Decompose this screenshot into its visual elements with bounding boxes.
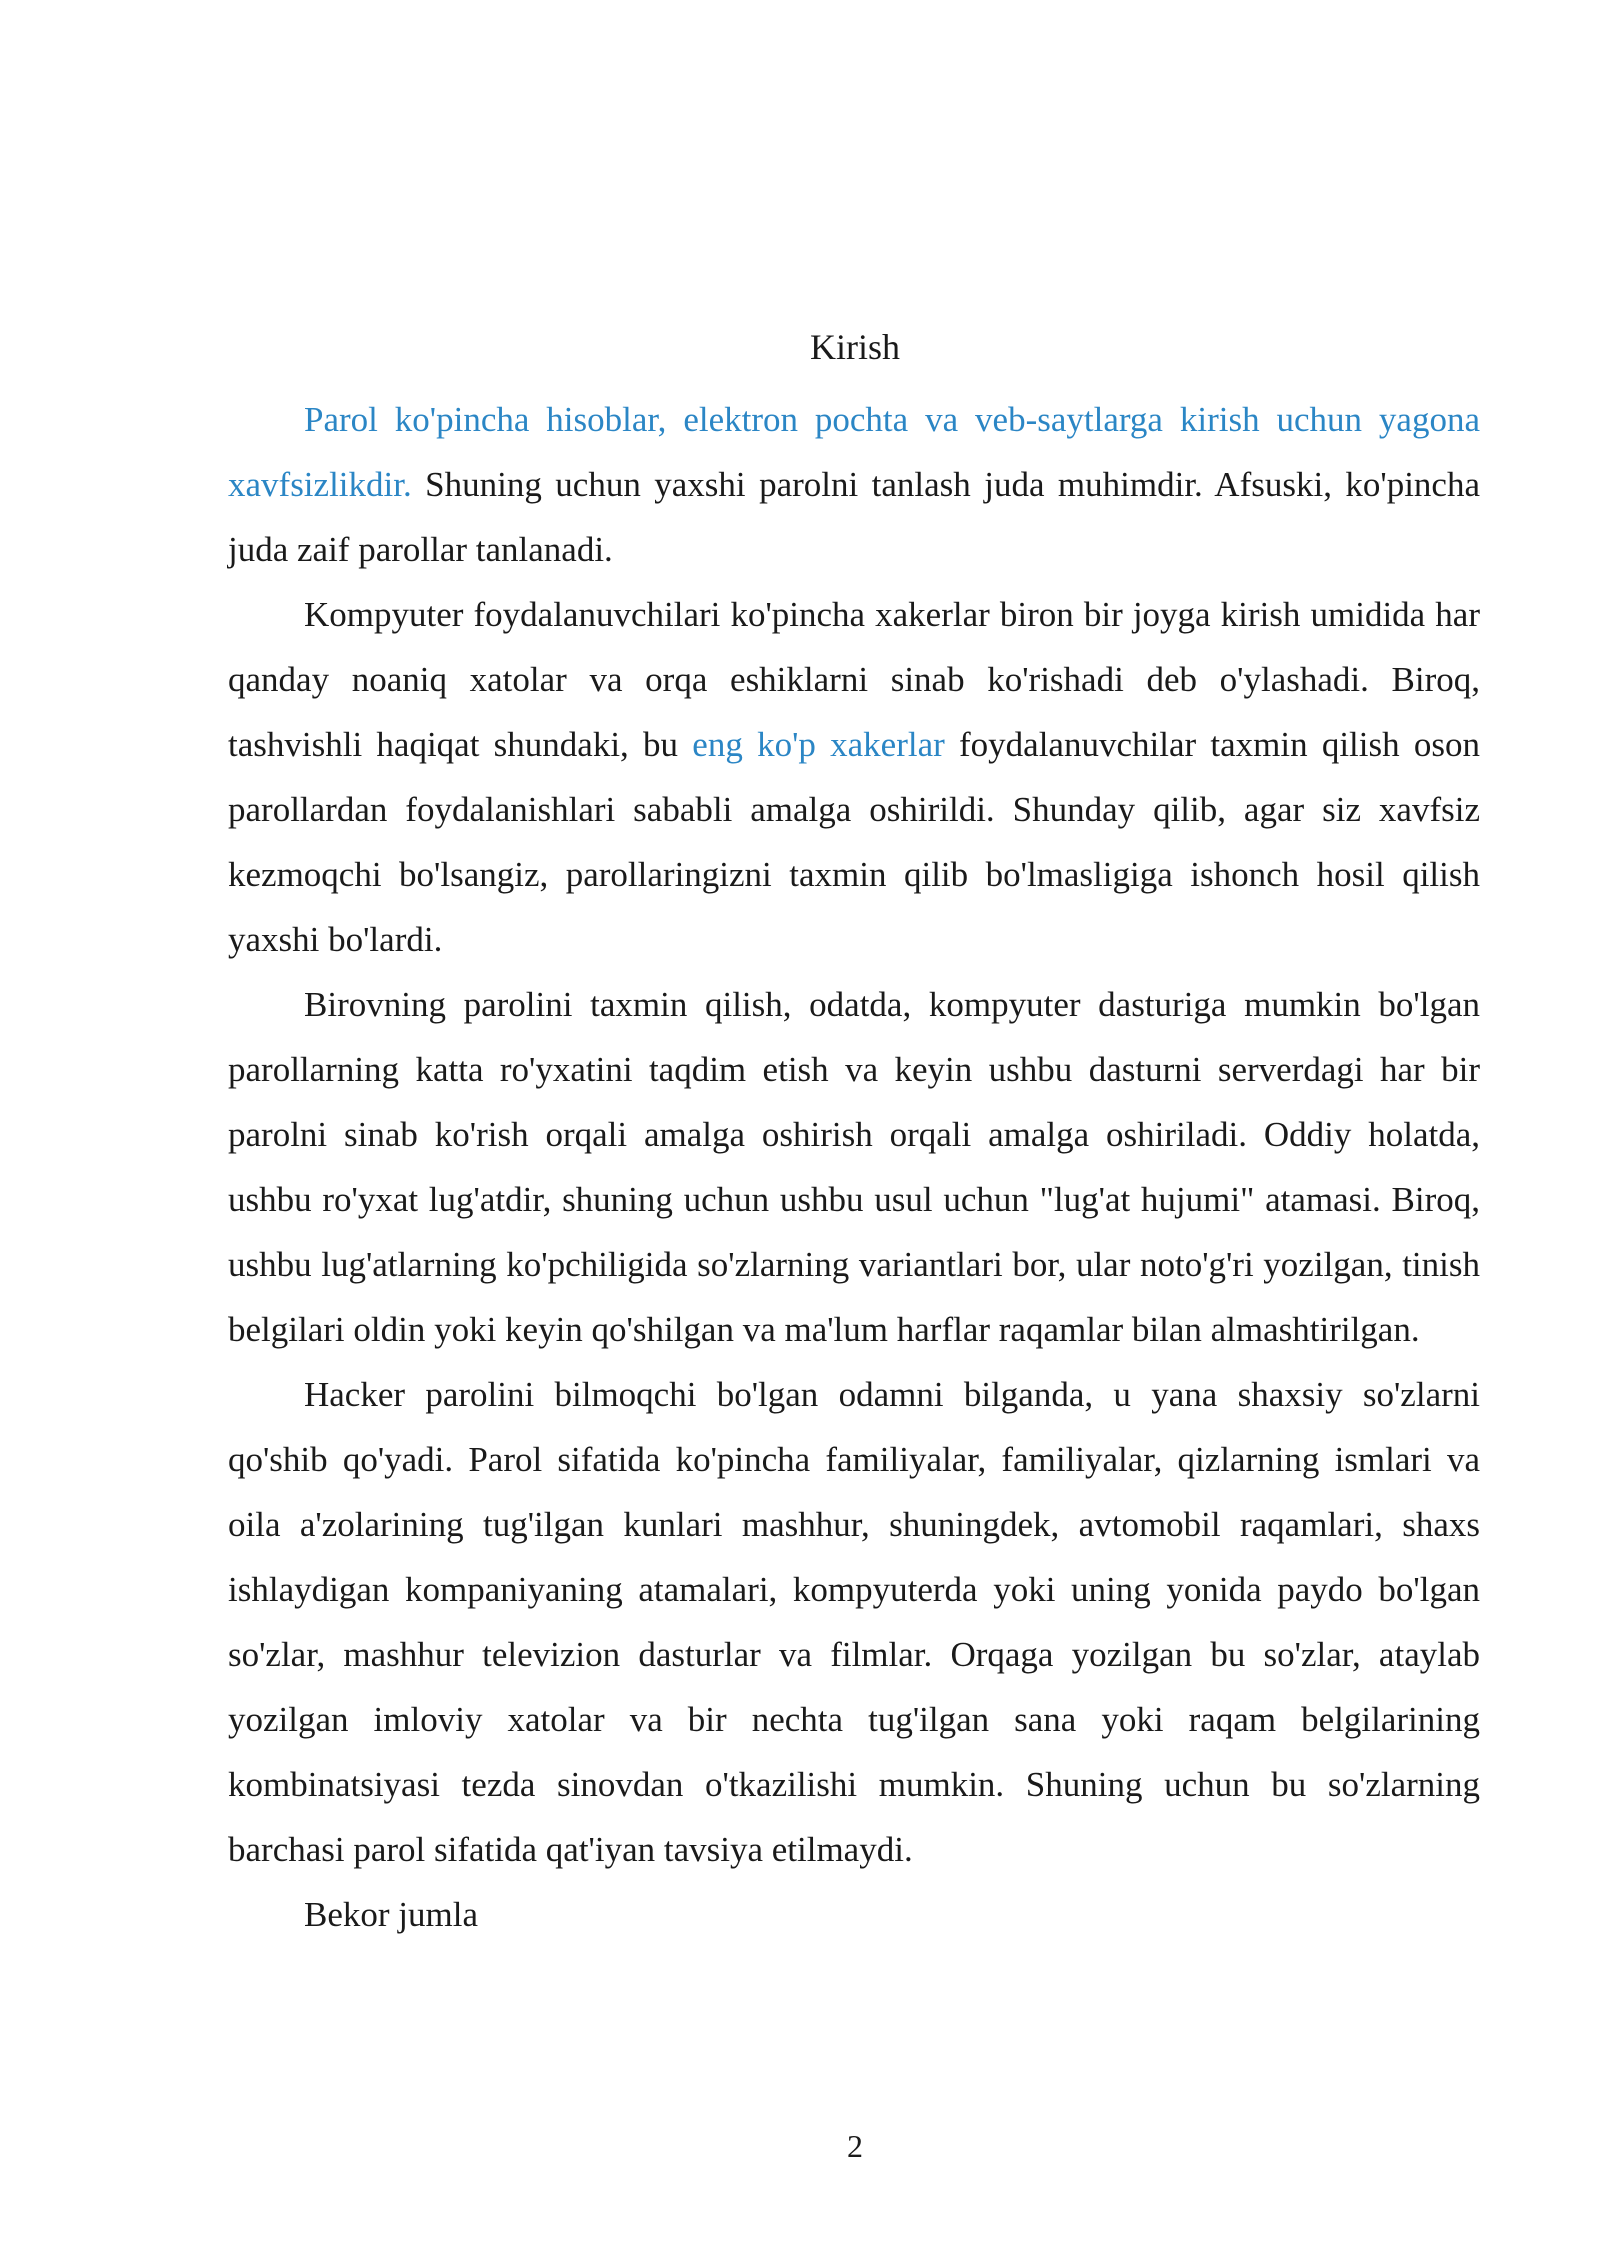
- hyperlink-text[interactable]: Parol ko'pincha hisoblar, elektron pochta va veb-saytlarga kirish uchun yagona xavfsizlikdir.: [228, 400, 1480, 504]
- paragraph: [228, 387, 1480, 582]
- hyperlink-text[interactable]: eng ko'p xakerlar: [692, 725, 945, 764]
- paragraph: [228, 1362, 1480, 1882]
- paragraph-text: Kompyuter foydalanuvchilari ko'pincha xakerlar biron bir joyga kirish umidida har qanday noaniq xatolar va orqa eshiklarni sinab ko'rishadi deb o'ylashadi. Biroq, tashvishli haqiqat shundaki, bu: [228, 595, 1480, 764]
- paragraph-text: foydalanuvchilar taxmin qilish oson parollardan foydalanishlari sababli amalga oshirildi. Shunday qilib, agar siz xavfsiz kezmoqchi bo'lsangiz, parollaringizni taxmin qilib bo'lmasligiga ishonch hosil qilish yaxshi bo'lardi.: [228, 725, 1480, 959]
- paragraph-text: Hacker parolini bilmoqchi bo'lgan odamni bilganda, u yana shaxsiy so'zlarni qo'shib qo'yadi. Parol sifatida ko'pincha familiyalar, familiyalar, qizlarning ismlari va oila a'zolarining tug'ilgan kunlari mashhur, shuningdek, avtomobil raqamlari, shaxs ishlaydigan kompaniyaning atamalari, kompyuterda yoki uning yonida paydo bo'lgan so'zlar, mashhur televizion dasturlar va filmlar. Orqaga yozilgan bu so'zlar, ataylab yozilgan imloviy xatolar va bir nechta tug'ilgan sana yoki raqam belgilarining kombinatsiyasi tezda sinovdan o'tkazilishi mumkin. Shuning uchun bu so'zlarning barchasi parol sifatida qat'iyan tavsiya etilmaydi.: [228, 1375, 1480, 1869]
- paragraph: [228, 972, 1480, 1362]
- body-text: [228, 387, 1480, 1947]
- paragraph-text: Birovning parolini taxmin qilish, odatda, kompyuter dasturiga mumkin bo'lgan parollarning katta ro'yxatini taqdim etish va keyin ushbu dasturni serverdagi har bir parolni sinab ko'rish orqali amalga oshirish orqali amalga oshiriladi. Oddiy holatda, ushbu ro'yxat lug'atdir, shuning uchun ushbu usul uchun "lug'at hujumi" atamasi. Biroq, ushbu lug'atlarning ko'pchiligida so'zlarning variantlari bor, ular noto'g'ri yozilgan, tinish belgilari oldin yoki keyin qo'shilgan va ma'lum harflar raqamlar bilan almashtirilgan.: [228, 985, 1480, 1349]
- paragraph-text: Bekor jumla: [304, 1895, 478, 1934]
- page-number: 2: [847, 2128, 863, 2164]
- page-title: Kirish: [810, 327, 900, 367]
- paragraph: [228, 582, 1480, 972]
- paragraph-text: Shuning uchun yaxshi parolni tanlash juda muhimdir. Afsuski, ko'pincha juda zaif parollar tanlanadi.: [228, 465, 1480, 569]
- paragraph: [228, 1882, 1480, 1947]
